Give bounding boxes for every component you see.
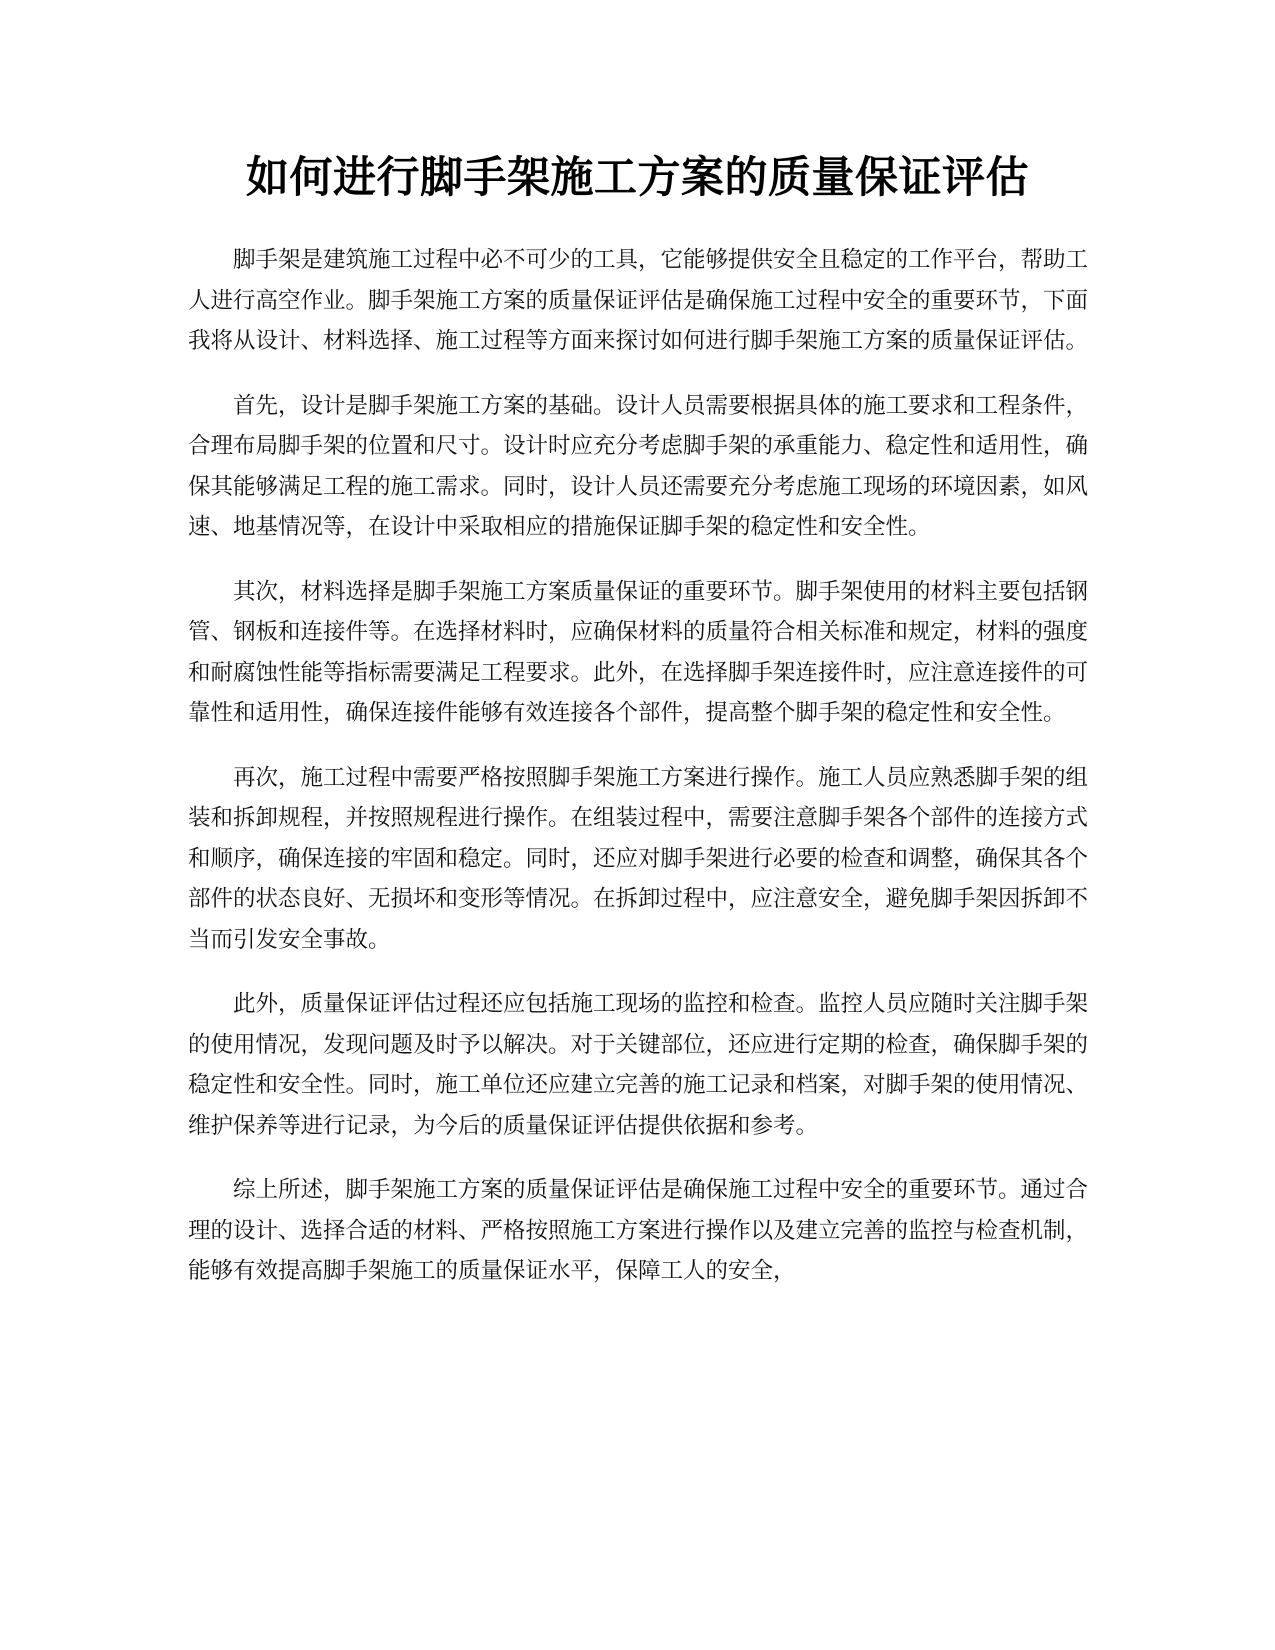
document-body [188,240,1088,1316]
paragraph-monitoring: 此外，质量保证评估过程还应包括施工现场的监控和检查。监控人员应随时关注脚手架的使用情况，发现问题及时予以解决。对于关键部位，还应进行定期的检查，确保脚手架的稳定性和安全性。同时，施工单位还应建立完善的施工记录和档案，对脚手架的使用情况、维护保养等进行记录，为今后的质量保证评估提供依据和参考。 [188,991,1089,1139]
paragraph-materials: 其次，材料选择是脚手架施工方案质量保证的重要环节。脚手架使用的材料主要包括钢管、钢板和连接件等。在选择材料时，应确保材料的质量符合相关标准和规定，材料的强度和耐腐蚀性能等指标需要满足工程要求。此外，在选择脚手架连接件时，应注意连接件的可靠性和适用性，确保连接件能够有效连接各个部件，提高整个脚手架的稳定性和安全性。 [188,578,1089,726]
paragraph-design: 首先，设计是脚手架施工方案的基础。设计人员需要根据具体的施工要求和工程条件，合理布局脚手架的位置和尺寸。设计时应充分考虑脚手架的承重能力、稳定性和适用性，确保其能够满足工程的施工需求。同时，设计人员还需要充分考虑施工现场的环境因素，如风速、地基情况等，在设计中采取相应的措施保证脚手架的稳定性和安全性。 [188,392,1089,540]
document-title: 如何进行脚手架施工方案的质量保证评估 [246,153,1029,203]
paragraph-intro: 脚手架是建筑施工过程中必不可少的工具，它能够提供安全且稳定的工作平台，帮助工人进行高空作业。脚手架施工方案的质量保证评估是确保施工过程中安全的重要环节，下面我将从设计、材料选择、施工过程等方面来探讨如何进行脚手架施工方案的质量保证评估。 [188,247,1089,354]
paragraph-construction: 再次，施工过程中需要严格按照脚手架施工方案进行操作。施工人员应熟悉脚手架的组装和拆卸规程，并按照规程进行操作。在组装过程中，需要注意脚手架各个部件的连接方式和顺序，确保连接的牢固和稳定。同时，还应对脚手架进行必要的检查和调整，确保其各个部件的状态良好、无损坏和变形等情况。在拆卸过程中，应注意安全，避免脚手架因拆卸不当而引发安全事故。 [188,764,1089,953]
paragraph-summary: 综上所述，脚手架施工方案的质量保证评估是确保施工过程中安全的重要环节。通过合理的设计、选择合适的材料、严格按照施工方案进行操作以及建立完善的监控与检查机制，能够有效提高脚手架施工的质量保证水平，保障工人的安全， [188,1177,1089,1284]
